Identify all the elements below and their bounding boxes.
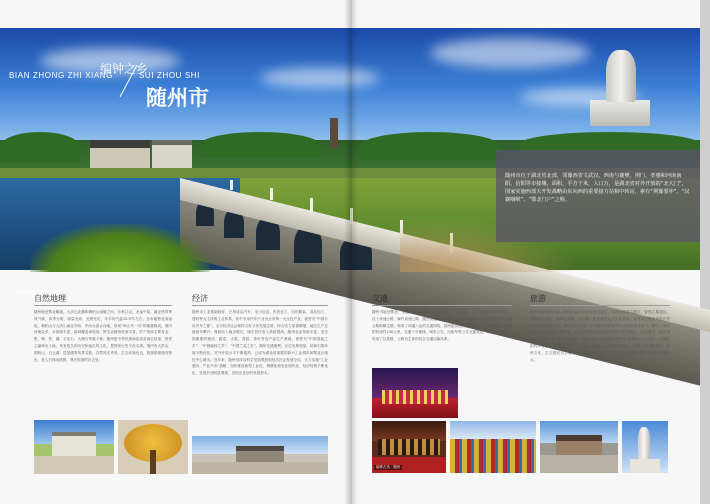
page-title: 随州市 <box>146 86 209 110</box>
section-title-tourism: 旅游 <box>530 294 546 303</box>
photo-temple-plaza <box>192 436 328 474</box>
photo-statue <box>622 421 668 473</box>
section-text-tourism: 随州旅游资源丰富。境内有炎帝神农故里风景区、大洪山风景名胜区、曾侯乙墓遗址、擂鼓墩古墓群、西游记漂流、白云湖、琵琶湖等众多旅游景点。炎帝神农故里风景区是国家4A级旅游景区，每年农历四月二十六举行的世界华人炎帝故里寻根节，吸引了海内外大量游客前来寻根祭祖。大洪山风景名胜区是国家级风景名胜区，山峦叠翠，风光秀丽，有“楚北第一名山”的美誉。曾侯乙墓出土的编钟被誉为“世界第八大奇迹”，在国际国内享有盛誉。随州还有千年银杏谷、西游记公园等特色景区，形成了以寻根谒祖、编钟文化、生态观光为主要特色的旅游产品体系，旅游业已成为随州经济发展的新增长点。 <box>530 310 670 362</box>
foreground-grass <box>30 224 210 272</box>
section-title-economy: 经济 <box>192 294 208 303</box>
pagoda <box>330 118 338 148</box>
statue <box>606 50 636 102</box>
thumb-caption: 编钟古乐 · 随州 <box>376 465 401 469</box>
section-rule <box>372 305 512 306</box>
section-rule <box>34 305 172 306</box>
photo-bells-hall <box>372 421 446 473</box>
title-pinyin-left: BIAN ZHONG ZHI XIANG <box>9 71 114 80</box>
section-title-nature: 自然地理 <box>34 294 66 303</box>
title-pinyin-right: SUI ZHOU SHI <box>139 71 200 80</box>
photo-gate-square <box>34 420 114 474</box>
statue-base <box>590 100 650 126</box>
intro-text: 随州市位于湖北省北部，邻豫西省文武汉、西南与襄樊、荆门、孝感和河南南阳、信阳等市接壤，面积、平方千米，人口万，是湖北省对外开放的“北大门”，国家实施西部大开发战略由东向西的重要接力站和中转站，素有“荆豫要冲”、“汉襄咽喉”、“鄂北门户”之称。 <box>505 173 690 203</box>
section-text-transport: 随州市地处鄂北，交通区位十分重要。汉丹铁路、宁西铁路、汉十高速铁路穿境而过，汉十高速公路、麻竹高速公路、随岳高速公路横贯全境，316国道、107省道等国省干线公路纵横交错，构成了四通八达的交通网络。随州距武汉天河国际机场约150公里，距襄阳机场约130公里，交通十分便捷。城市公交、出租车等公共交通发达，市内交通便利，形成了以铁路、公路为主体的综合交通运输体系。 <box>372 310 512 342</box>
photo-credit: 随州神农故里风景区 <box>14 290 48 294</box>
book-gutter <box>344 0 358 504</box>
section-text-economy: 随州市工业基础较好，已形成以汽车、电子信息、医药化工、纺织服装、食品加工、建材等为主体的工业体系，其中专用汽车产业为全市第一大支柱产业，被誉为“中国专用汽车之都”。全市经济社会保持又好又快发展态势，综合实力显著增强，地区生产总值逐年攀升，财政收入稳步增长，城乡居民收入持续提高。随州农业资源丰富，是全国重要的粮油、蔬菜、水果、香菇、茶叶等农产品生产基地，被誉为“中国香菇之乡”、“中国编钟之乡”、“中国兰花之乡”。随州交通便利，区位优势明显，招商引资环境不断优化，对外开放水平不断提高，已成为湖北省重要的新兴工业城市和鄂北区域性中心城市。近年来，随州坚持以科学发展观统领经济社会发展全局，大力实施“工业强市、产业兴市”战略，加快推进新型工业化、城镇化和农业现代化，经济结构不断优化，发展后劲明显增强，呈现出良好的发展势头。 <box>192 310 328 376</box>
section-text-nature: 随州地处鄂北腹地，大洪山北麓和桐柏山南麓之间，东承江汉，北接中原，属亚热带季风气候，四季分明，雨量充沛，光照充足，年平均气温15.5℃左右。全市地势北高南低，桐柏山与大洪山南北对峙，中间为涢水谷地，形成“两山夹一川”的地貌格局。境内河流众多，水资源丰富，森林覆盖率较高，野生动植物资源丰富，矿产资源主要有金、银、铜、铁、磷、石灰石、大理石等数十种。随州是中华民族始祖炎帝神农故里，曾侯乙编钟出土地，具有悠久的历史和灿烂的文化，是国家历史文化名城。境内有大洪山、桐柏山、白云湖、琵琶湖等风景名胜，自然风光秀美，生态环境优良，旅游资源独具特色，是人们休闲度假、观光旅游的好去处。 <box>34 310 172 362</box>
section-rule <box>530 305 670 306</box>
photo-stage-performance <box>372 368 458 418</box>
title-subtitle-cn: 编钟之乡 <box>100 62 149 76</box>
photo-ginkgo-tree <box>118 420 188 474</box>
photo-ancestral-temple <box>540 421 618 473</box>
section-title-transport: 交通 <box>372 294 388 303</box>
pavilion <box>90 140 150 170</box>
photo-ceremony <box>450 421 536 473</box>
section-rule <box>192 305 328 306</box>
